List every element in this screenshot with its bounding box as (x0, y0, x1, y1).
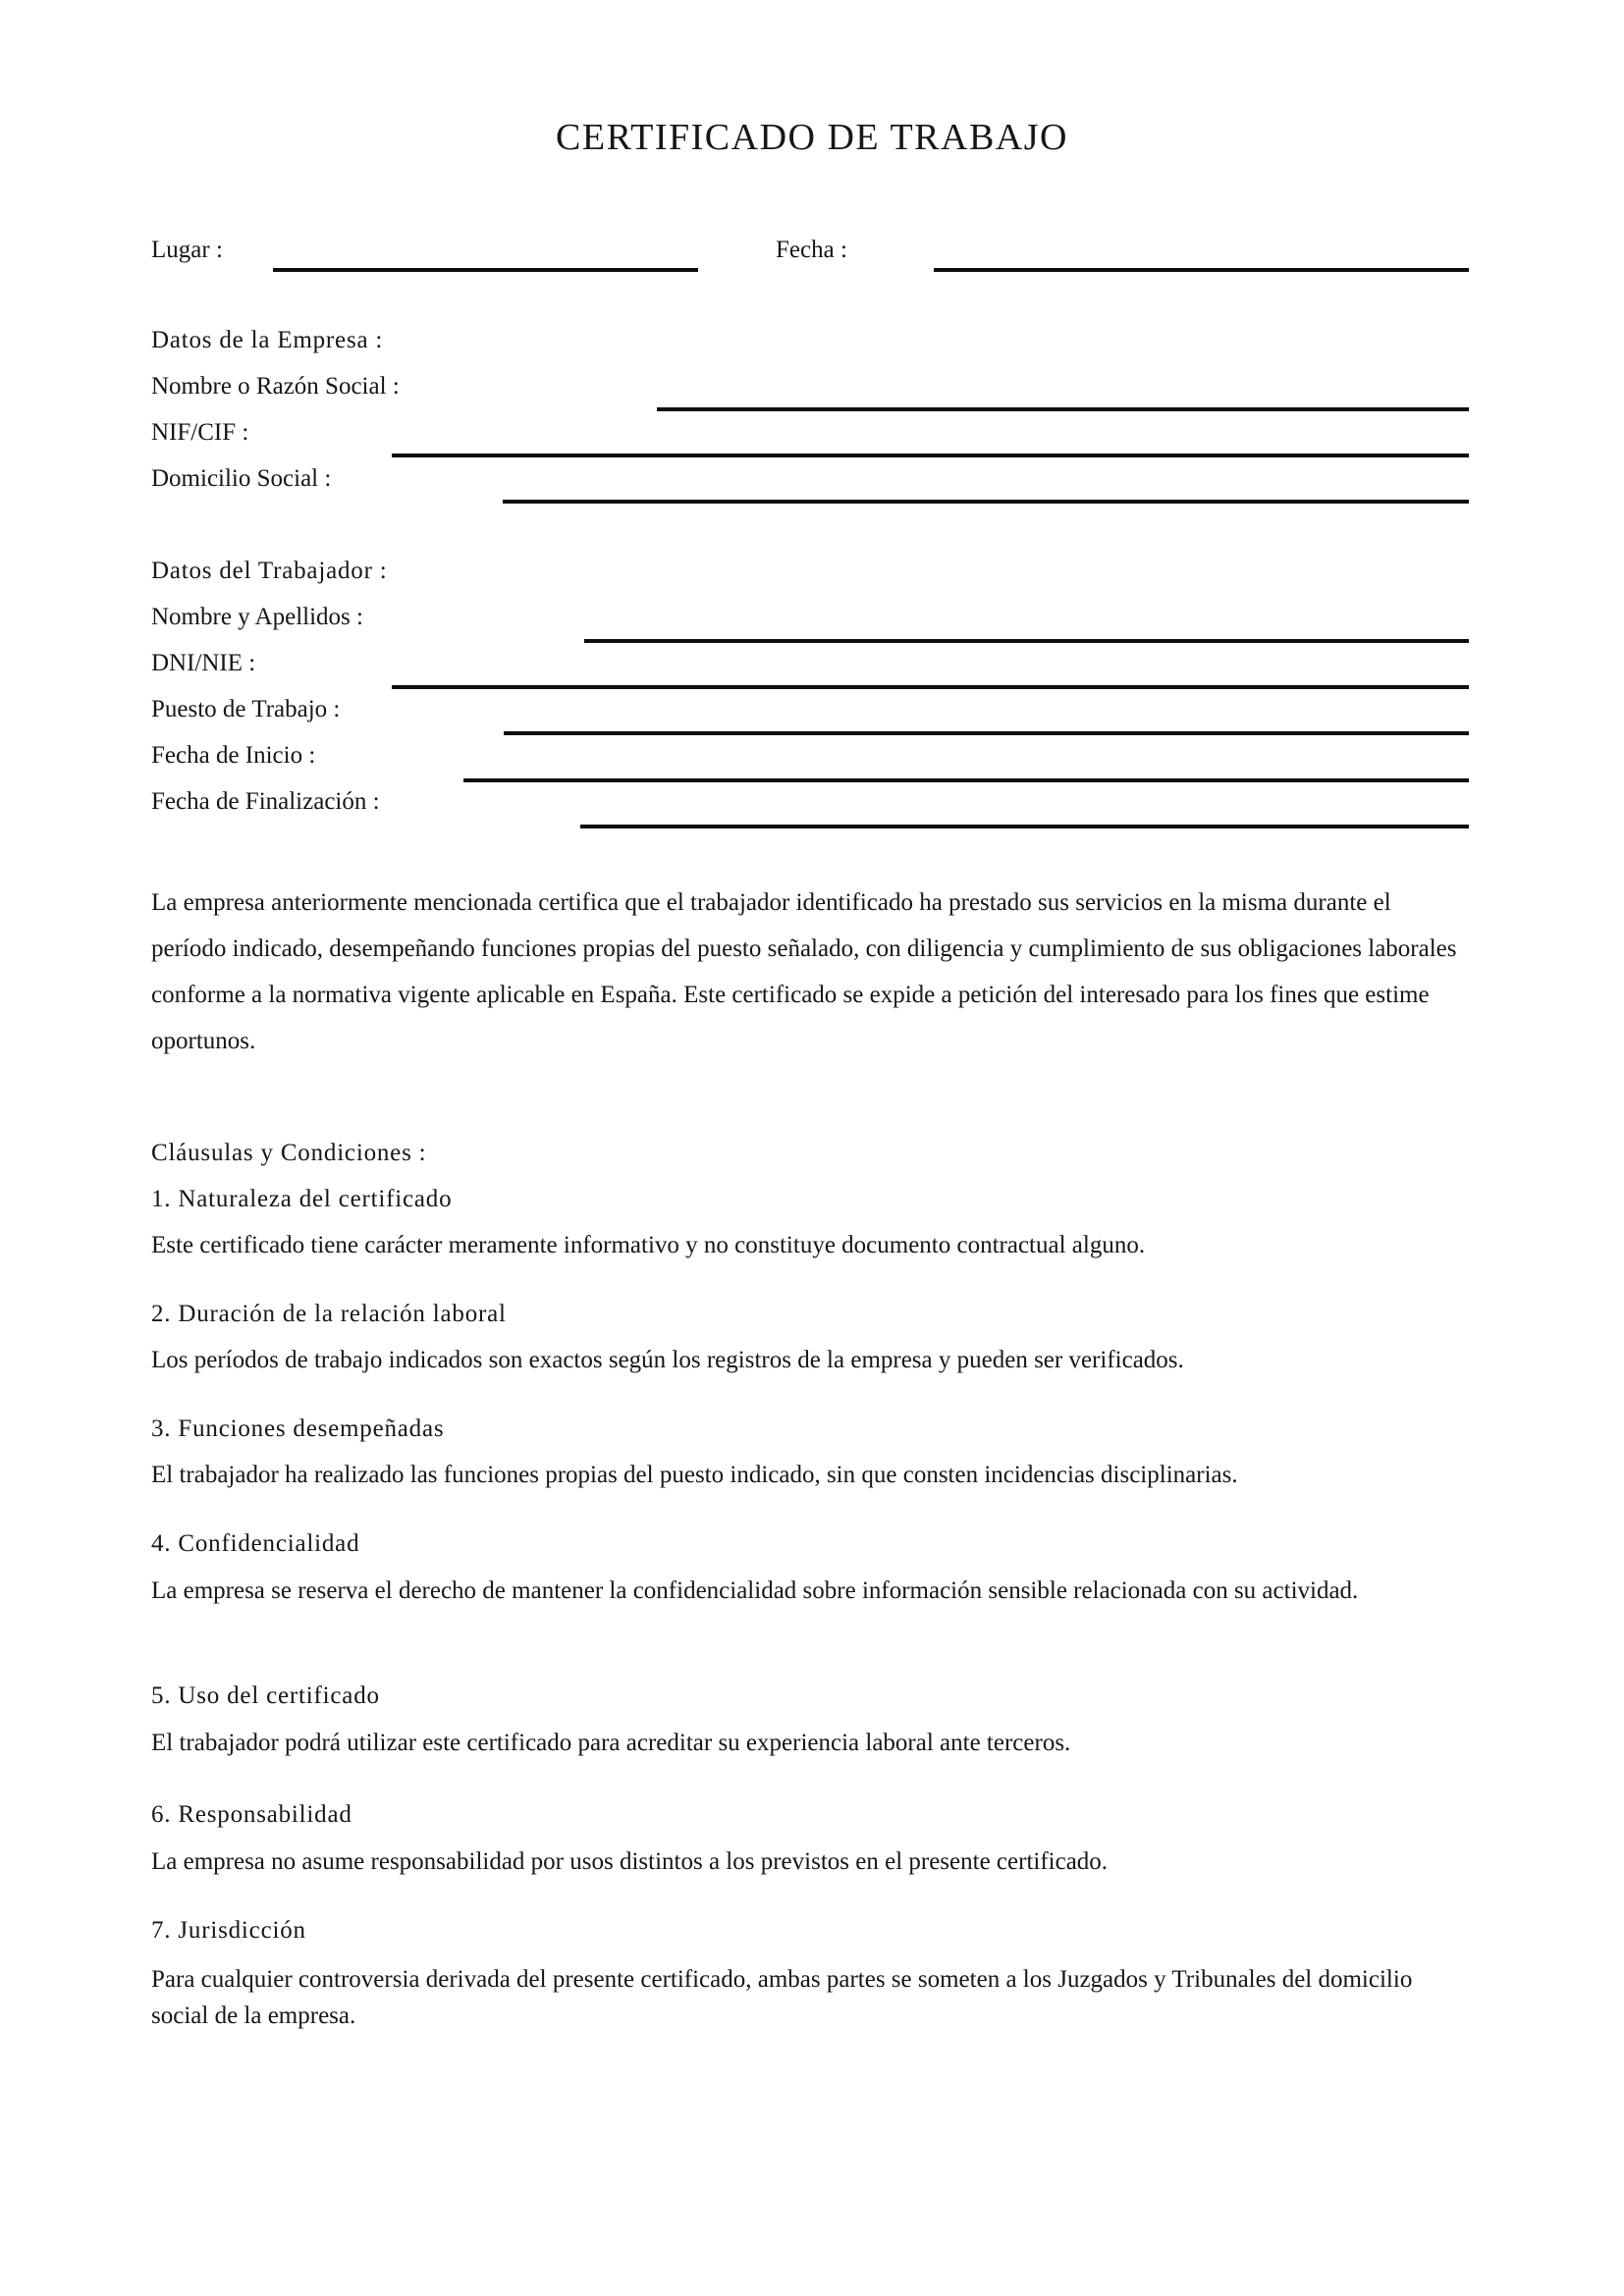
empresa-section-label: Datos de la Empresa : (151, 327, 384, 353)
page-title: CERTIFICADO DE TRABAJO (556, 117, 1068, 158)
trabajador-puesto-label: Puesto de Trabajo : (151, 696, 341, 722)
fecha-fill-line (934, 268, 1469, 272)
clause-5-heading: 5. Uso del certificado (151, 1682, 380, 1709)
clause-7-heading: 7. Jurisdicción (151, 1917, 306, 1944)
clause-4-body: La empresa se reserva el derecho de mantener la confidencialidad sobre información sensible relacionada con su actividad. (151, 1577, 1359, 1604)
empresa-domicilio-fill-line (503, 500, 1469, 504)
certification-paragraph: La empresa anteriormente mencionada certifica que el trabajador identificado ha prestado sus servicios en la misma durante el período indicado, desempeñando funciones propias del puesto señalado, con diligencia y cumplimiento de sus obligaciones laborales conforme a la normativa vigente aplicable en España. Este certificado se expide a petición del interesado para los fines que estime oportunos. (151, 889, 1457, 1054)
trabajador-fecha-inicio-fill-line (463, 778, 1469, 782)
clause-3-heading: 3. Funciones desempeñadas (151, 1415, 445, 1442)
trabajador-puesto-fill-line (504, 731, 1469, 735)
clause-3-body: El trabajador ha realizado las funciones propias del puesto indicado, sin que consten incidencias disciplinarias. (151, 1462, 1238, 1488)
trabajador-dni-label: DNI/NIE : (151, 650, 256, 676)
clause-4-heading: 4. Confidencialidad (151, 1530, 360, 1557)
trabajador-nombre-label: Nombre y Apellidos : (151, 604, 363, 630)
clause-1-heading: 1. Naturaleza del certificado (151, 1186, 453, 1212)
clause-1-body: Este certificado tiene carácter meramente informativo y no constituye documento contractual alguno. (151, 1232, 1146, 1258)
clause-7-body: Para cualquier controversia derivada del presente certificado, ambas partes se someten a los Juzgados y Tribunales del domicilio social de la empresa. (151, 1966, 1413, 2029)
empresa-nombre-label: Nombre o Razón Social : (151, 373, 400, 400)
trabajador-fecha-fin-fill-line (580, 825, 1469, 828)
clause-6-heading: 6. Responsabilidad (151, 1801, 352, 1828)
clause-2-heading: 2. Duración de la relación laboral (151, 1301, 507, 1327)
fecha-label: Fecha : (776, 237, 847, 263)
lugar-label: Lugar : (151, 237, 223, 263)
trabajador-section-label: Datos del Trabajador : (151, 558, 388, 584)
clausulas-section-label: Cláusulas y Condiciones : (151, 1140, 427, 1166)
trabajador-dni-fill-line (392, 685, 1469, 689)
empresa-nombre-fill-line (657, 407, 1469, 411)
trabajador-fecha-fin-label: Fecha de Finalización : (151, 788, 380, 815)
clause-2-body: Los períodos de trabajo indicados son exactos según los registros de la empresa y pueden ser verificados. (151, 1347, 1184, 1373)
lugar-fill-line (273, 268, 698, 272)
empresa-nif-label: NIF/CIF : (151, 419, 249, 446)
clause-6-body: La empresa no asume responsabilidad por usos distintos a los previstos en el presente certificado. (151, 1848, 1109, 1875)
trabajador-nombre-fill-line (584, 639, 1469, 643)
trabajador-fecha-inicio-label: Fecha de Inicio : (151, 742, 316, 769)
empresa-nif-fill-line (392, 454, 1469, 457)
empresa-domicilio-label: Domicilio Social : (151, 465, 332, 492)
clause-5-body: El trabajador podrá utilizar este certificado para acreditar su experiencia laboral ante terceros. (151, 1730, 1071, 1756)
